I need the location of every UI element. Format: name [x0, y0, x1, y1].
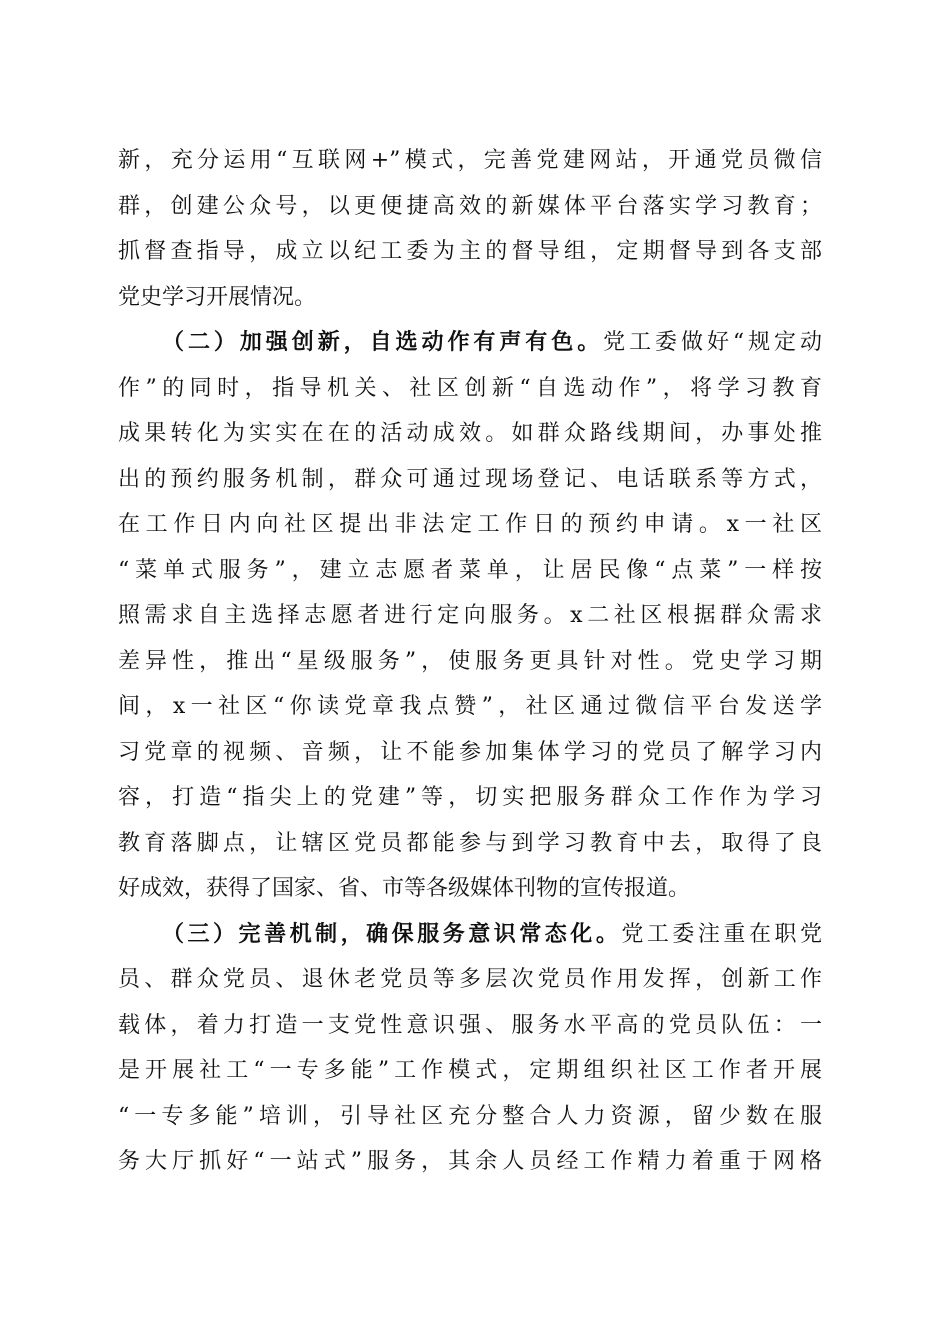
text-line: “菜单式服务”，建立志愿者菜单，让居民像“点菜”一样按 [118, 557, 822, 583]
text-line: 在工作日内向社区提出非法定工作日的预约申请。x一社区 [118, 512, 822, 537]
text-line: 教育落脚点，让辖区党员都能参与到学习教育中去，取得了良 [118, 830, 822, 856]
text-run: 党工委做好“规定动 [603, 330, 822, 355]
section-heading-2: （二）加强创新，自选动作有声有色。 [162, 329, 604, 355]
text-line: 差异性，推出“星级服务”，使服务更具针对性。党史学习期 [118, 648, 822, 674]
text-line: 作”的同时，指导机关、社区创新“自选动作”，将学习教育 [118, 375, 822, 401]
paragraph-1 [118, 138, 822, 320]
text-line: 好成效，获得了国家、省、市等各级媒体刊物的宣传报道。 [118, 876, 691, 901]
paragraph-2 [118, 320, 822, 912]
text-line: 照需求自主选择志愿者进行定向服务。x二社区根据群众需求 [118, 603, 822, 628]
text-line: 习党章的视频、音频，让不能参加集体学习的党员了解学习内 [118, 739, 822, 765]
text-line: 抓督查指导，成立以纪工委为主的督导组，定期督导到各支部 [118, 239, 822, 264]
text-line: 出的预约服务机制，群众可通过现场登记、电话联系等方式， [118, 466, 822, 492]
text-line: 党史学习开展情况。 [118, 284, 317, 310]
text-line: 成果转化为实实在在的活动成效。如群众路线期间，办事处推 [118, 421, 822, 446]
paragraph-first-line [118, 320, 822, 366]
document-body [118, 138, 822, 1185]
text-line: 是开展社工“一专多能”工作模式，定期组织社区工作者开展 [118, 1058, 822, 1083]
text-line: 间，x一社区“你读党章我点赞”，社区通过微信平台发送学 [118, 694, 822, 719]
paragraph-first-line [118, 912, 822, 958]
text-line: “一专多能”培训，引导社区充分整合人力资源，留少数在服 [118, 1103, 822, 1129]
section-heading-3: （三）完善机制，确保服务意识常态化。 [162, 920, 622, 947]
text-line: 新，充分运用“互联网+”模式，完善党建网站，开通党员微信 [118, 148, 822, 173]
paragraph-3 [118, 912, 822, 1185]
text-line: 载体，着力打造一支党性意识强、服务水平高的党员队伍：一 [118, 1012, 822, 1038]
text-line: 务大厅抓好“一站式”服务，其余人员经工作精力着重于网格 [118, 1149, 822, 1174]
text-line: 群，创建公众号，以更便捷高效的新媒体平台落实学习教育； [118, 193, 822, 219]
text-line: 员、群众党员、退休老党员等多层次党员作用发挥，创新工作 [118, 967, 822, 992]
text-run: 党工委注重在职党 [621, 921, 822, 947]
text-line: 容，打造“指尖上的党建”等，切实把服务群众工作作为学习 [118, 785, 822, 810]
